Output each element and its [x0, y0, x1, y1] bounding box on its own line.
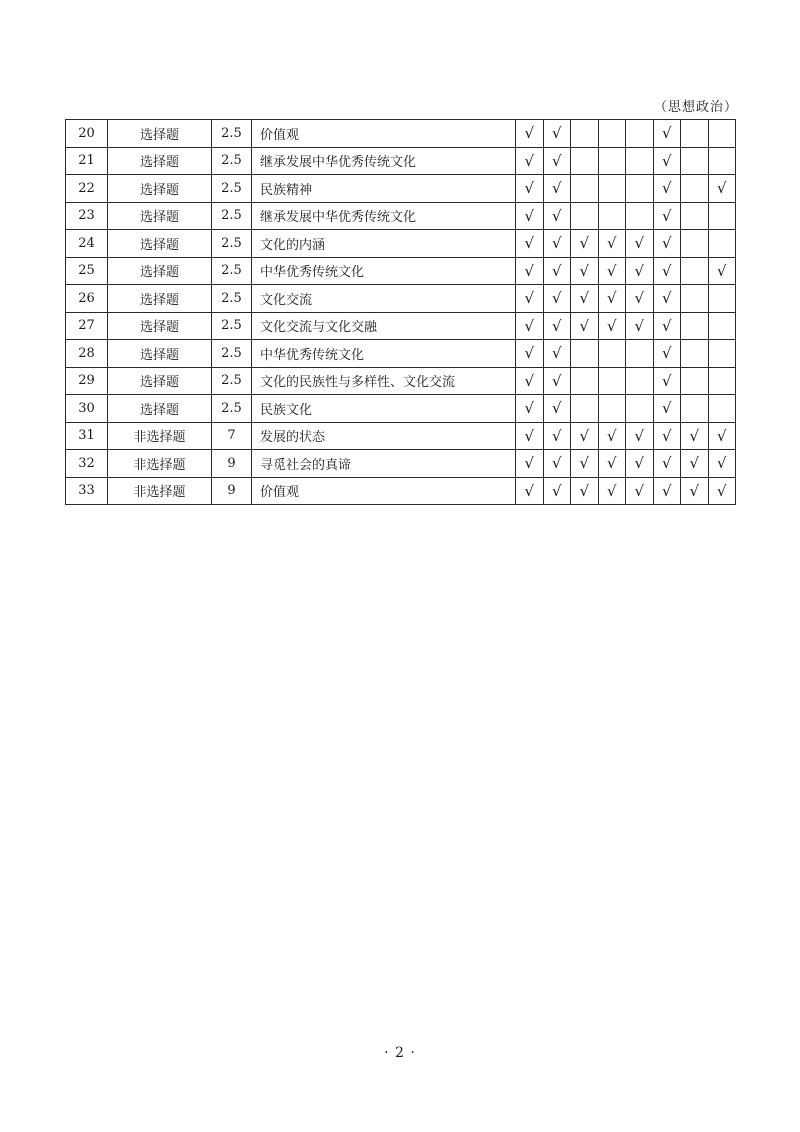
empty-check-cell [708, 340, 736, 368]
empty-check-cell [571, 367, 599, 395]
knowledge-point-cell: 价值观 [252, 120, 516, 148]
empty-check-cell [598, 367, 626, 395]
question-type-cell: 选择题 [108, 395, 212, 423]
score-cell: 2.5 [212, 395, 252, 423]
empty-check-cell [681, 285, 709, 313]
check-mark-cell: √ [653, 395, 681, 423]
score-cell: 7 [212, 422, 252, 450]
empty-check-cell [626, 395, 654, 423]
check-mark-cell: √ [598, 257, 626, 285]
empty-check-cell [571, 202, 599, 230]
question-number-cell: 23 [66, 202, 108, 230]
question-number-cell: 25 [66, 257, 108, 285]
check-mark-cell: √ [543, 477, 571, 505]
knowledge-point-cell: 价值观 [252, 477, 516, 505]
score-cell: 9 [212, 450, 252, 478]
check-mark-cell: √ [598, 450, 626, 478]
check-mark-cell: √ [708, 450, 736, 478]
check-mark-cell: √ [708, 422, 736, 450]
empty-check-cell [708, 395, 736, 423]
table-row [66, 147, 736, 175]
score-cell: 2.5 [212, 120, 252, 148]
empty-check-cell [626, 147, 654, 175]
check-mark-cell: √ [626, 477, 654, 505]
check-mark-cell: √ [543, 340, 571, 368]
check-mark-cell: √ [543, 367, 571, 395]
table-row [66, 175, 736, 203]
empty-check-cell [708, 120, 736, 148]
check-mark-cell: √ [571, 230, 599, 258]
question-number-cell: 24 [66, 230, 108, 258]
check-mark-cell: √ [543, 175, 571, 203]
check-mark-cell: √ [653, 422, 681, 450]
empty-check-cell [571, 340, 599, 368]
check-mark-cell: √ [653, 202, 681, 230]
check-mark-cell: √ [543, 422, 571, 450]
empty-check-cell [598, 395, 626, 423]
check-mark-cell: √ [626, 422, 654, 450]
check-mark-cell: √ [571, 285, 599, 313]
check-mark-cell: √ [571, 257, 599, 285]
check-mark-cell: √ [571, 450, 599, 478]
table-body [66, 120, 736, 505]
empty-check-cell [571, 120, 599, 148]
knowledge-point-cell: 文化交流与文化交融 [252, 312, 516, 340]
score-cell: 2.5 [212, 312, 252, 340]
knowledge-point-cell: 民族精神 [252, 175, 516, 203]
check-mark-cell: √ [516, 230, 544, 258]
check-mark-cell: √ [653, 285, 681, 313]
empty-check-cell [681, 257, 709, 285]
empty-check-cell [681, 395, 709, 423]
empty-check-cell [626, 202, 654, 230]
question-number-cell: 29 [66, 367, 108, 395]
empty-check-cell [681, 175, 709, 203]
check-mark-cell: √ [516, 367, 544, 395]
score-cell: 2.5 [212, 367, 252, 395]
check-mark-cell: √ [598, 230, 626, 258]
check-mark-cell: √ [598, 312, 626, 340]
question-type-cell: 选择题 [108, 257, 212, 285]
check-mark-cell: √ [543, 120, 571, 148]
empty-check-cell [681, 367, 709, 395]
check-mark-cell: √ [516, 120, 544, 148]
question-number-cell: 32 [66, 450, 108, 478]
check-mark-cell: √ [516, 175, 544, 203]
check-mark-cell: √ [653, 340, 681, 368]
check-mark-cell: √ [543, 450, 571, 478]
empty-check-cell [598, 147, 626, 175]
table-row [66, 340, 736, 368]
empty-check-cell [681, 120, 709, 148]
empty-check-cell [681, 230, 709, 258]
check-mark-cell: √ [516, 477, 544, 505]
knowledge-point-cell: 继承发展中华优秀传统文化 [252, 147, 516, 175]
check-mark-cell: √ [708, 477, 736, 505]
empty-check-cell [626, 120, 654, 148]
check-mark-cell: √ [653, 367, 681, 395]
empty-check-cell [708, 147, 736, 175]
empty-check-cell [681, 202, 709, 230]
score-cell: 2.5 [212, 340, 252, 368]
table-row [66, 202, 736, 230]
question-type-cell: 非选择题 [108, 477, 212, 505]
check-mark-cell: √ [516, 312, 544, 340]
empty-check-cell [708, 285, 736, 313]
check-mark-cell: √ [626, 312, 654, 340]
check-mark-cell: √ [626, 257, 654, 285]
question-type-cell: 选择题 [108, 120, 212, 148]
empty-check-cell [598, 175, 626, 203]
check-mark-cell: √ [681, 450, 709, 478]
empty-check-cell [681, 340, 709, 368]
empty-check-cell [681, 312, 709, 340]
check-mark-cell: √ [516, 285, 544, 313]
question-number-cell: 30 [66, 395, 108, 423]
subject-label: （思想政治） [653, 100, 738, 115]
question-type-cell: 非选择题 [108, 450, 212, 478]
knowledge-point-cell: 中华优秀传统文化 [252, 340, 516, 368]
question-number-cell: 21 [66, 147, 108, 175]
empty-check-cell [571, 147, 599, 175]
check-mark-cell: √ [653, 120, 681, 148]
question-type-cell: 选择题 [108, 230, 212, 258]
knowledge-point-cell: 继承发展中华优秀传统文化 [252, 202, 516, 230]
empty-check-cell [626, 340, 654, 368]
check-mark-cell: √ [543, 230, 571, 258]
check-mark-cell: √ [681, 477, 709, 505]
empty-check-cell [571, 395, 599, 423]
knowledge-point-cell: 中华优秀传统文化 [252, 257, 516, 285]
table-row [66, 285, 736, 313]
table-row [66, 422, 736, 450]
empty-check-cell [681, 147, 709, 175]
question-number-cell: 28 [66, 340, 108, 368]
knowledge-point-cell: 寻觅社会的真谛 [252, 450, 516, 478]
check-mark-cell: √ [626, 450, 654, 478]
check-mark-cell: √ [516, 340, 544, 368]
check-mark-cell: √ [543, 285, 571, 313]
check-mark-cell: √ [653, 477, 681, 505]
empty-check-cell [626, 367, 654, 395]
score-cell: 2.5 [212, 147, 252, 175]
question-type-cell: 选择题 [108, 202, 212, 230]
check-mark-cell: √ [598, 422, 626, 450]
table-row [66, 120, 736, 148]
page-number: · 2 · [384, 1045, 416, 1061]
check-mark-cell: √ [653, 257, 681, 285]
check-mark-cell: √ [708, 175, 736, 203]
check-mark-cell: √ [681, 422, 709, 450]
question-type-cell: 选择题 [108, 175, 212, 203]
knowledge-point-cell: 文化的内涵 [252, 230, 516, 258]
table-row [66, 395, 736, 423]
table-row [66, 477, 736, 505]
score-cell: 2.5 [212, 230, 252, 258]
table-row [66, 230, 736, 258]
check-mark-cell: √ [571, 477, 599, 505]
knowledge-point-cell: 民族文化 [252, 395, 516, 423]
check-mark-cell: √ [516, 422, 544, 450]
empty-check-cell [708, 202, 736, 230]
check-mark-cell: √ [516, 257, 544, 285]
knowledge-point-cell: 文化的民族性与多样性、文化交流 [252, 367, 516, 395]
question-type-cell: 选择题 [108, 147, 212, 175]
score-cell: 2.5 [212, 175, 252, 203]
empty-check-cell [708, 367, 736, 395]
question-type-cell: 选择题 [108, 312, 212, 340]
check-mark-cell: √ [598, 285, 626, 313]
question-type-cell: 选择题 [108, 285, 212, 313]
question-type-cell: 选择题 [108, 340, 212, 368]
knowledge-point-cell: 发展的状态 [252, 422, 516, 450]
question-number-cell: 33 [66, 477, 108, 505]
question-number-cell: 31 [66, 422, 108, 450]
question-number-cell: 26 [66, 285, 108, 313]
check-mark-cell: √ [653, 147, 681, 175]
empty-check-cell [626, 175, 654, 203]
empty-check-cell [598, 340, 626, 368]
check-mark-cell: √ [543, 202, 571, 230]
check-mark-cell: √ [653, 230, 681, 258]
table-row [66, 367, 736, 395]
check-mark-cell: √ [543, 147, 571, 175]
question-type-cell: 选择题 [108, 367, 212, 395]
check-mark-cell: √ [543, 312, 571, 340]
table-row [66, 450, 736, 478]
table-row [66, 257, 736, 285]
check-mark-cell: √ [708, 257, 736, 285]
check-mark-cell: √ [598, 477, 626, 505]
question-number-cell: 27 [66, 312, 108, 340]
check-mark-cell: √ [653, 312, 681, 340]
check-mark-cell: √ [516, 395, 544, 423]
check-mark-cell: √ [626, 230, 654, 258]
question-type-cell: 非选择题 [108, 422, 212, 450]
check-mark-cell: √ [516, 450, 544, 478]
table-row [66, 312, 736, 340]
empty-check-cell [708, 230, 736, 258]
empty-check-cell [598, 202, 626, 230]
check-mark-cell: √ [626, 285, 654, 313]
empty-check-cell [571, 175, 599, 203]
knowledge-point-cell: 文化交流 [252, 285, 516, 313]
check-mark-cell: √ [653, 175, 681, 203]
score-cell: 2.5 [212, 285, 252, 313]
empty-check-cell [598, 120, 626, 148]
empty-check-cell [708, 312, 736, 340]
check-mark-cell: √ [516, 202, 544, 230]
score-cell: 2.5 [212, 202, 252, 230]
check-mark-cell: √ [571, 422, 599, 450]
question-spec-table [65, 119, 736, 505]
check-mark-cell: √ [543, 257, 571, 285]
check-mark-cell: √ [516, 147, 544, 175]
check-mark-cell: √ [543, 395, 571, 423]
check-mark-cell: √ [653, 450, 681, 478]
score-cell: 2.5 [212, 257, 252, 285]
check-mark-cell: √ [571, 312, 599, 340]
question-number-cell: 20 [66, 120, 108, 148]
question-number-cell: 22 [66, 175, 108, 203]
score-cell: 9 [212, 477, 252, 505]
